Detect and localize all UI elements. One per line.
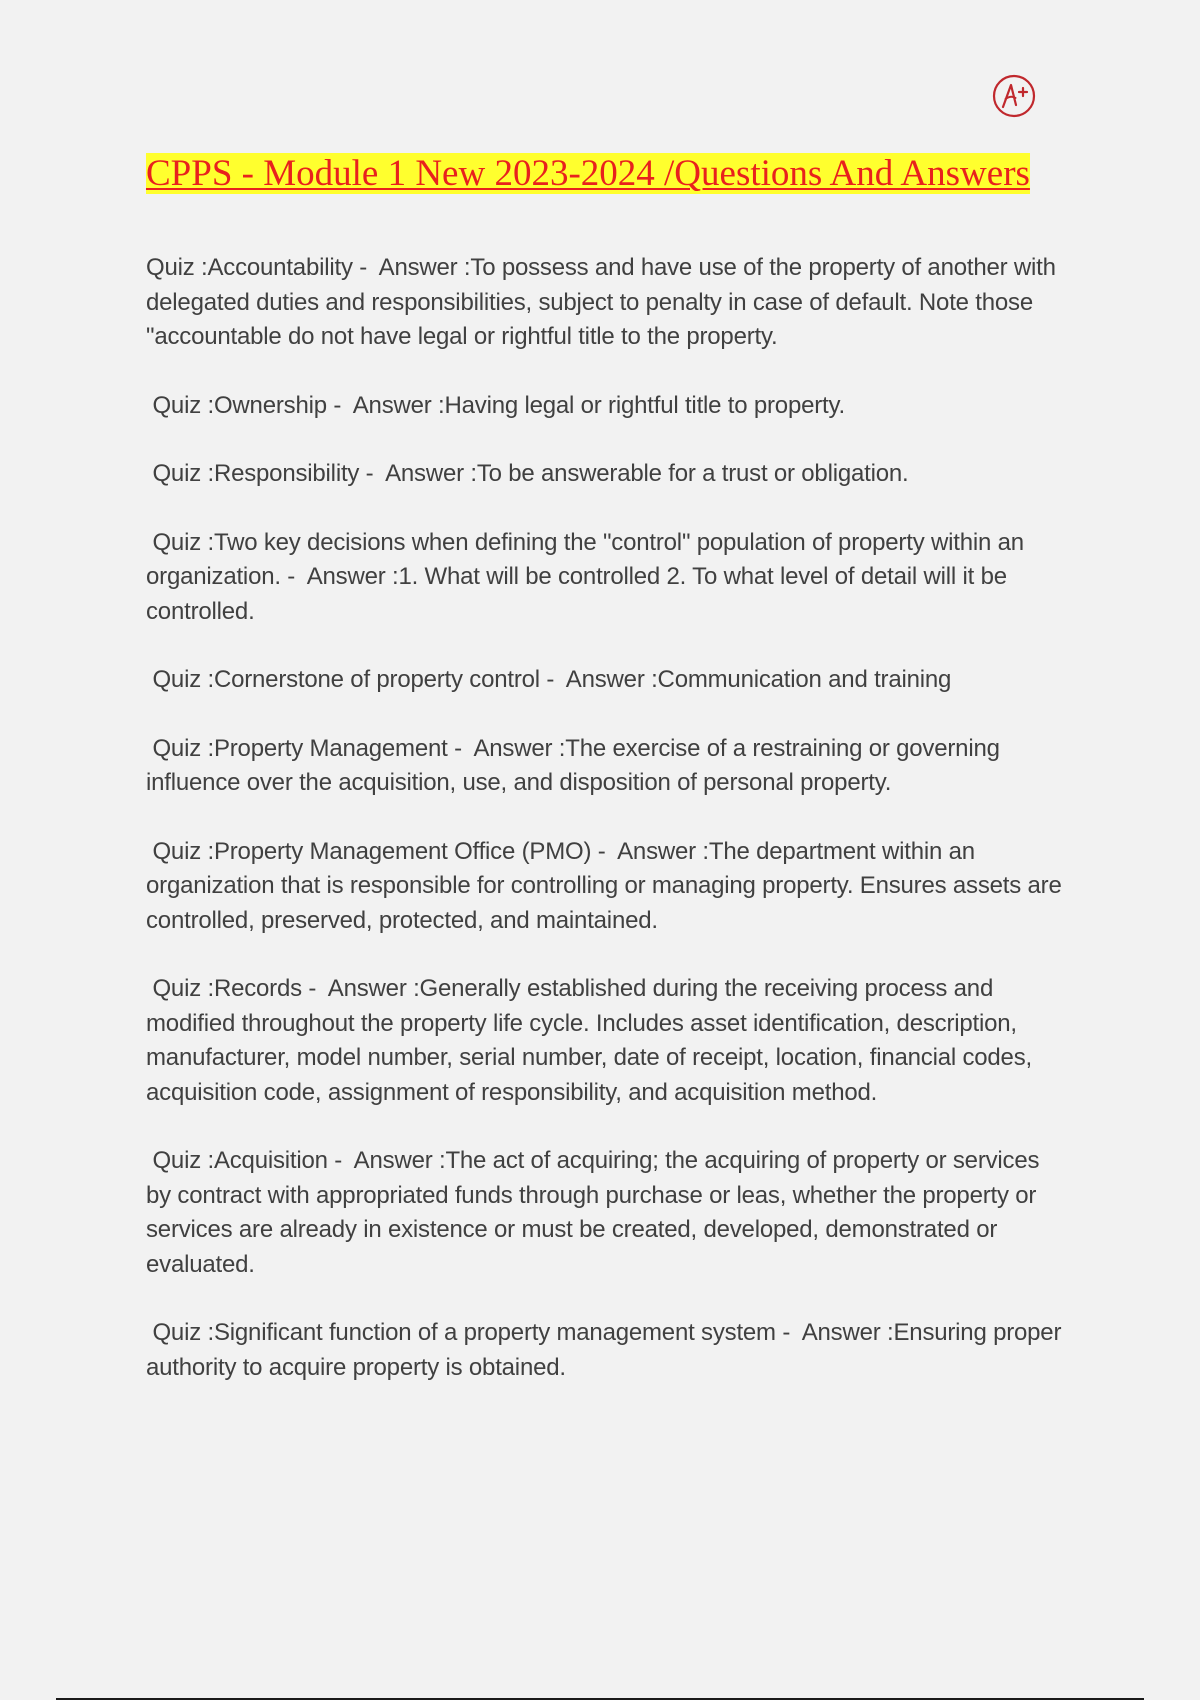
qa-list [146,251,1069,1419]
qa-item: Quiz :Property Management - Answer :The exercise of a restraining or governing influence over the acquisition, use, and disposition of personal property. [146,734,1007,796]
qa-item: Quiz :Significant function of a property management system - Answer :Ensuring proper authority to acquire property is obtained. [146,1319,1068,1381]
qa-item: Quiz :Property Management Office (PMO) - Answer :The department within an organization that is responsible for controlling or managing property. Ensures assets are controlled, preserved, protected, and maintained. [146,837,1069,934]
qa-item: Quiz :Responsibility - Answer :To be answerable for a trust or obligation. [146,460,909,487]
qa-item: Quiz :Two key decisions when defining the "control" population of property within an organization. - Answer :1. What will be controlled 2. To what level of detail will it be controlled. [146,528,1031,625]
qa-item: Quiz :Ownership - Answer :Having legal or rightful title to property. [146,391,845,419]
grade-a-plus-icon [992,74,1036,118]
qa-item: Quiz :Records - Answer :Generally established during the receiving process and modified throughout the property life cycle. Includes asset identification, description, manufacturer, model number, serial number, date of receipt, location, financial codes, acquisition code, assignment of responsibility, and acquisition method. [146,975,1039,1106]
qa-item: Quiz :Acquisition - Answer :The act of acquiring; the acquiring of property or services by contract with appropriated funds through purchase or leas, whether the property or services are already in existence or must be created, developed, demonstrated or evaluated. [146,1147,1046,1278]
document-title [146,148,1046,199]
qa-item: Quiz :Accountability - Answer :To possess and have use of the property of another with delegated duties and responsibilities, subject to penalty in case of default. Note those "accountable do not have legal or rightful title to the property. [146,254,1063,350]
qa-item: Quiz :Cornerstone of property control - Answer :Communication and training [146,666,952,693]
document-title-text: CPPS - Module 1 New 2023-2024 /Questions And Answers [146,153,1030,194]
